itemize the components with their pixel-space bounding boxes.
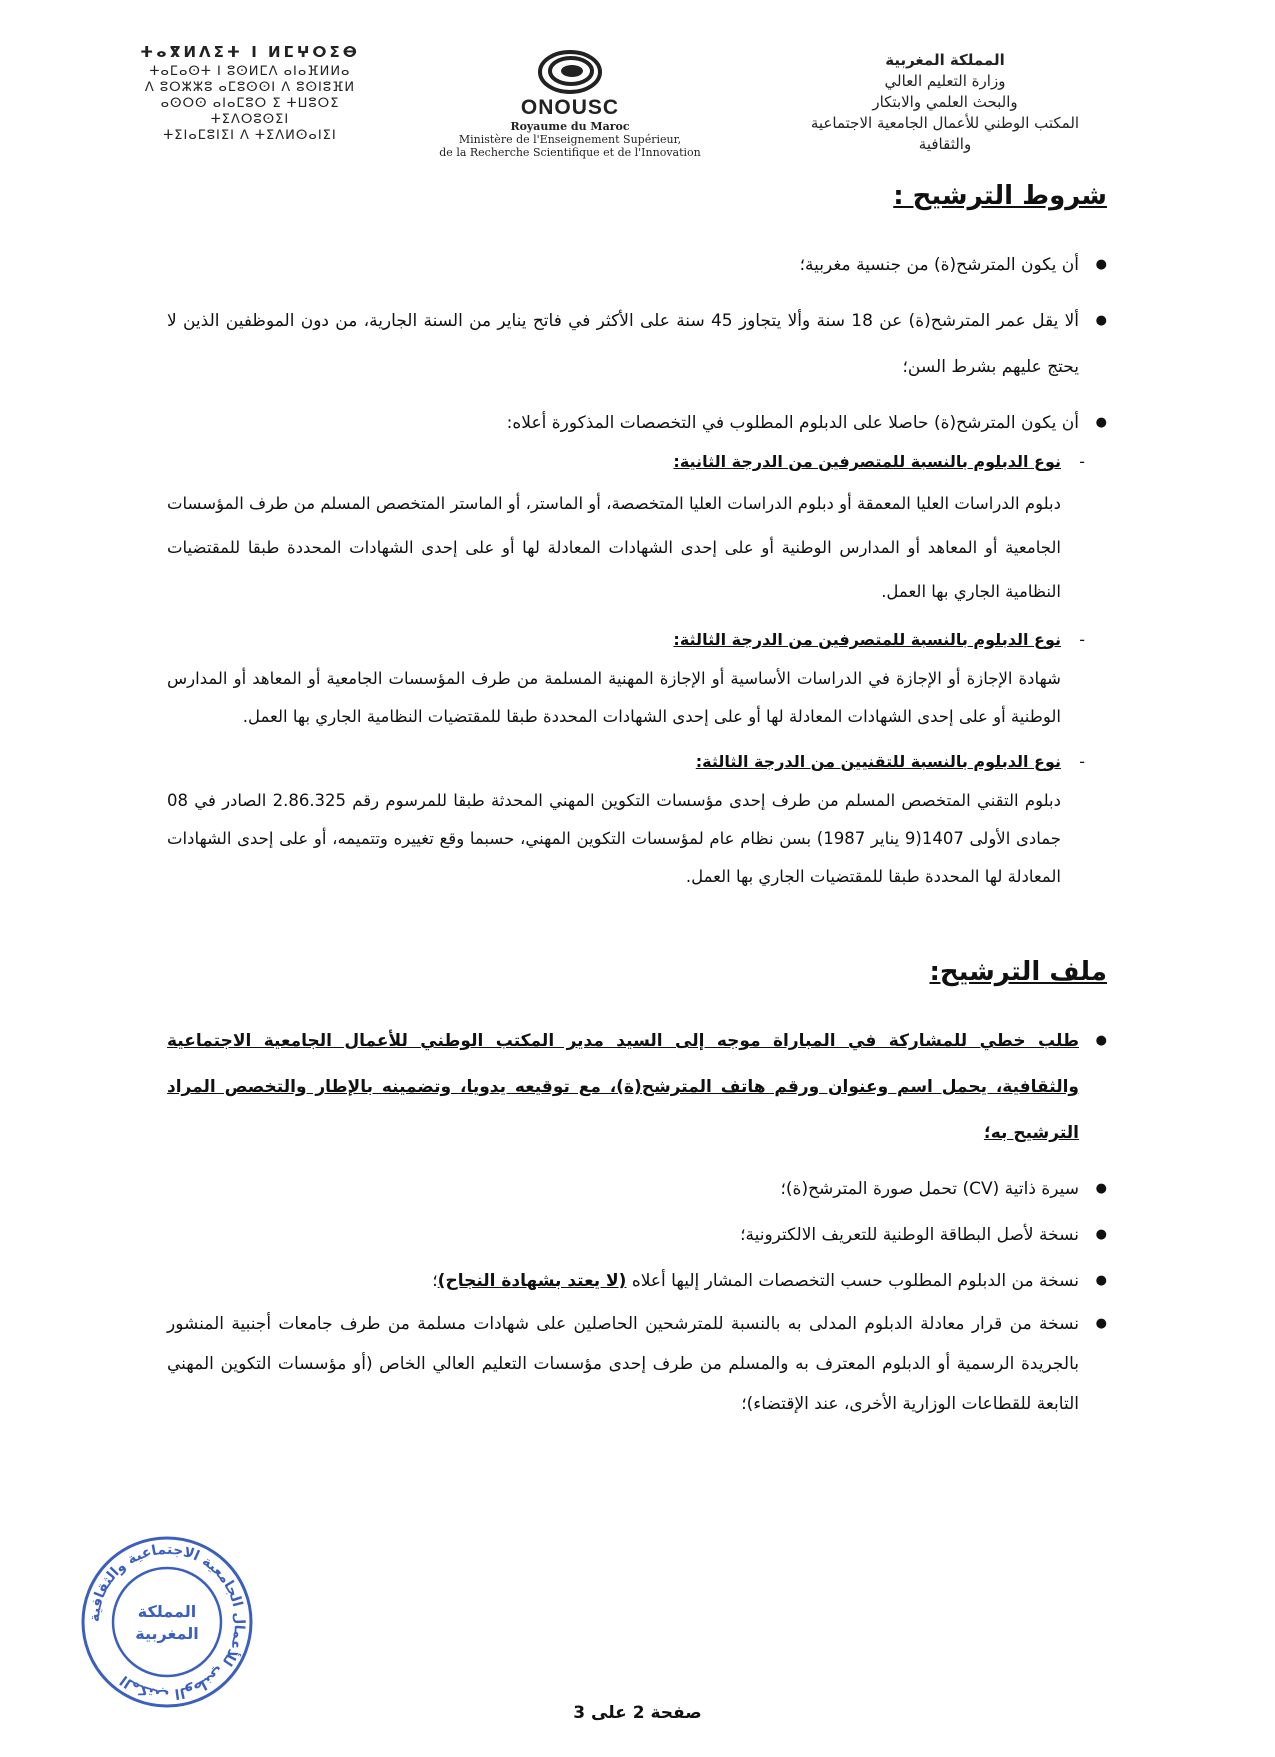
section-title-conditions: شروط الترشيح : bbox=[893, 181, 1107, 211]
header-arabic-block bbox=[765, 50, 1125, 155]
diploma-title: - نوع الدبلوم بالنسبة للتقنيين من الدرجة الثالثة: bbox=[167, 742, 1061, 782]
header-tifinagh-line: ⵜⴰⴳⵍⴷⵉⵜ ⵏ ⵍⵎⵖⵔⵉⴱ bbox=[140, 43, 360, 61]
header-french-line: Ministère de l'Enseignement Supérieur, bbox=[458, 133, 682, 146]
list-item bbox=[167, 1258, 1107, 1304]
official-stamp bbox=[78, 1533, 256, 1711]
list-item: ● طلب خطي للمشاركة في المباراة موجه إلى السيد مدير المكتب الوطني للأعمال الجامعية الاجتماعية والثقافية، يحمل اسم وعنوان ورقم هاتف المترشح(ة)، مع توقيعه يدويا، وتضمينه بالإطار والتخصص المراد الترشيح به؛ bbox=[167, 1018, 1107, 1156]
header-french-line: de la Recherche Scientifique et de l'Innovation bbox=[439, 146, 701, 159]
stamp-center-line: المغربية bbox=[135, 1624, 199, 1643]
header-tifinagh-block bbox=[120, 44, 380, 144]
header-arabic-line: والبحث العلمي والابتكار bbox=[872, 93, 1018, 111]
document-body bbox=[167, 168, 1107, 1424]
header-arabic-line: والثقافية bbox=[918, 135, 972, 153]
stamp-ring-text: المكتب الوطني للأعمال الجامعية الاجتماعية والثقافية bbox=[86, 1541, 248, 1703]
page-number: صفحة 2 على 3 bbox=[573, 1703, 702, 1723]
header-arabic-line: وزارة التعليم العالي bbox=[884, 72, 1006, 90]
header-arabic-line: المملكة المغربية bbox=[885, 51, 1005, 69]
list-item: ● نسخة من قرار معادلة الدبلوم المدلى به بالنسبة للمترشحين الحاصلين على شهادات مسلمة من طرف جامعات أجنبية المنشور بالجريدة الرسمية أو الدبلوم المعترف به والمسلم من طرف إحدى مؤسسات التعليم العالي الخاص (أو مؤسسات التكوين المهني التابعة للقطاعات الوزارية الأخرى، عند الإقتضاء)؛ bbox=[167, 1304, 1107, 1424]
brand-name: ONOUSC bbox=[520, 96, 620, 119]
header-logo-block bbox=[400, 50, 740, 159]
header-tifinagh-line: ⴰⵙⵔⵙ ⴰⵏⴰⵎⵓⵔ ⵉ ⵜⵡⵓⵔⵉ ⵜⵉⴷⵔⵓⵙⵉⵏ bbox=[160, 96, 340, 127]
diploma-description: شهادة الإجازة أو الإجازة في الدراسات الأساسية أو الإجازة المهنية المسلمة من طرف المؤسسات الجامعية أو المعاهد أو المدارس الوطنية أو على إحدى الشهادات المعادلة لها أو على إحدى الشهادات المحددة طبقا للمقتضيات النظامية الجاري بها العمل. bbox=[167, 669, 1061, 726]
list-item: ● أن يكون المترشح(ة) من جنسية مغربية؛ bbox=[167, 242, 1107, 288]
application-file-list bbox=[167, 1018, 1107, 1424]
section-title-application-file: ملف الترشيح: bbox=[929, 957, 1107, 987]
diploma-description: دبلوم التقني المتخصص المسلم من طرف إحدى مؤسسات التكوين المهني المحدثة طبقا للمرسوم رقم 2.86.325 الصادر في 08 جمادى الأولى 1407(9 يناير 1987) بسن نظام عام لمؤسسات التكوين المهني، حسبما وقع تغييره وتتميمه، أو على إحدى الشهادات المعادلة لها المحددة طبقا للمقتضيات الجاري بها العمل. bbox=[167, 791, 1061, 886]
header-tifinagh-line: ⵜⵉⵏⴰⵎⵓⵏⵉⵏ ⴷ ⵜⵉⴷⵍⵙⴰⵏⵉⵏ bbox=[163, 128, 337, 143]
header-french-line: Royaume du Maroc bbox=[510, 120, 630, 133]
diploma-requirements bbox=[167, 442, 1107, 896]
list-item-text: نسخة من الدبلوم المطلوب حسب التخصصات المشار إليها أعلاه bbox=[631, 1271, 1079, 1291]
list-item-note: (لا يعتد بشهادة النجاح) bbox=[437, 1271, 627, 1291]
header-tifinagh-line: ⴷ ⵓⵔⵣⵣⵓ ⴰⵎⵓⵙⵙⵏ ⴷ ⵓⵙⵏⵓⴼⵍ bbox=[144, 80, 356, 95]
conditions-list bbox=[167, 242, 1107, 446]
list-item-end: ؛ bbox=[432, 1271, 438, 1291]
header-tifinagh-line: ⵜⴰⵎⴰⵙⵜ ⵏ ⵓⵙⵍⵎⴷ ⴰⵏⴰⴼⵍⵍⴰ bbox=[149, 64, 351, 79]
diploma-description: دبلوم الدراسات العليا المعمقة أو دبلوم الدراسات العليا المتخصصة، أو الماستر، أو الماستر المتخصص المسلم من طرف المؤسسات الجامعية أو المعاهد أو المدارس الوطنية أو على إحدى الشهادات المعادلة لها أو على إحدى الشهادات المحددة طبقا للمقتضيات النظامية الجاري بها العمل. bbox=[167, 494, 1061, 601]
list-item: ● ألا يقل عمر المترشح(ة) عن 18 سنة وألا يتجاوز 45 سنة على الأكثر في فاتح يناير من السنة الجارية، من دون الموظفين الذين لا يحتج عليهم بشرط السن؛ bbox=[167, 298, 1107, 390]
header-arabic-line: المكتب الوطني للأعمال الجامعية الاجتماعية bbox=[810, 114, 1080, 132]
onousc-logo-icon bbox=[538, 50, 602, 94]
stamp-center-line: المملكة bbox=[137, 1602, 197, 1621]
diploma-title: - نوع الدبلوم بالنسبة للمتصرفين من الدرجة الثالثة: bbox=[167, 620, 1061, 660]
list-item: ● أن يكون المترشح(ة) حاصلا على الدبلوم المطلوب في التخصصات المذكورة أعلاه: bbox=[167, 400, 1107, 446]
list-item: ● سيرة ذاتية (CV) تحمل صورة المترشح(ة)؛ bbox=[167, 1166, 1107, 1212]
list-item: ● نسخة لأصل البطاقة الوطنية للتعريف الالكترونية؛ bbox=[167, 1212, 1107, 1258]
diploma-title: - نوع الدبلوم بالنسبة للمتصرفين من الدرجة الثانية: bbox=[167, 442, 1061, 482]
